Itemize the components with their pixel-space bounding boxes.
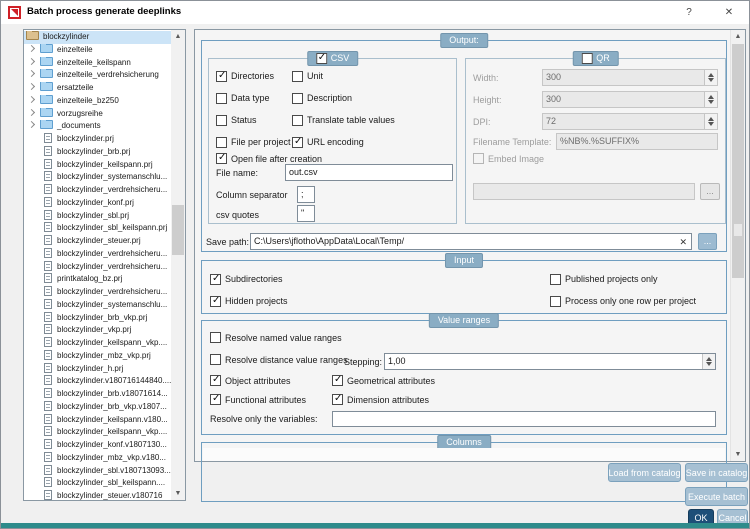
settings-scrollbar[interactable] bbox=[730, 30, 745, 461]
qr-height-label: Height: bbox=[473, 95, 502, 105]
tree-file-label: blockzylinder_brb.v18071614... bbox=[57, 389, 168, 398]
file-icon bbox=[44, 299, 52, 309]
stepping-input[interactable]: 1,00 bbox=[384, 353, 716, 370]
settings-panel bbox=[194, 29, 746, 462]
open-file-after-creation-option[interactable] bbox=[216, 153, 322, 164]
file-icon bbox=[44, 401, 52, 411]
tree-folder-label: ersatzteile bbox=[57, 83, 94, 92]
checkbox-icon[interactable] bbox=[216, 115, 227, 126]
tree-file-label: blockzylinder_brb_vkp.prj bbox=[57, 312, 148, 322]
file-icon bbox=[44, 490, 52, 500]
tree-item-file[interactable] bbox=[24, 299, 171, 312]
tree-folder-label: einzelteile_keilspann bbox=[57, 57, 131, 67]
scroll-down-icon[interactable]: ▼ bbox=[734, 451, 742, 458]
geometrical-attributes-label: Geometrical attributes bbox=[347, 375, 436, 386]
tree-item-file[interactable] bbox=[24, 133, 171, 146]
tree-file-label: blockzylinder_mbz_vkp.v180... bbox=[57, 452, 166, 462]
filename-template-label: Filename Template: bbox=[473, 137, 552, 147]
tree-file-label: blockzylinder_sbl.prj bbox=[57, 210, 130, 220]
qr-image-path-input[interactable] bbox=[473, 183, 695, 200]
checkbox-icon[interactable] bbox=[292, 93, 303, 104]
tree-file-label: blockzylinder_h.prj bbox=[57, 363, 124, 373]
title-bar bbox=[1, 1, 749, 24]
input-option-label: Published projects only bbox=[565, 274, 658, 284]
tree-item-folder[interactable] bbox=[24, 95, 171, 108]
chevron-right-icon[interactable] bbox=[28, 83, 35, 90]
resolve-only-label: Resolve only the variables: bbox=[210, 414, 318, 424]
csv-option[interactable] bbox=[292, 131, 395, 153]
csv-option[interactable] bbox=[292, 65, 395, 87]
column-separator-label: Column separator bbox=[216, 190, 288, 200]
file-icon bbox=[44, 388, 52, 398]
spinner-icon[interactable] bbox=[704, 92, 717, 107]
checkbox-icon[interactable] bbox=[210, 274, 221, 285]
columns-group-title: Columns bbox=[446, 437, 482, 447]
tree-file-label: blockzylinder_steuer.v180716 bbox=[57, 491, 163, 500]
checkbox-icon[interactable] bbox=[292, 71, 303, 82]
csv-group bbox=[208, 53, 457, 224]
tree-item-file[interactable] bbox=[24, 273, 171, 286]
tree-item-file[interactable] bbox=[24, 261, 171, 274]
qr-group-tab bbox=[572, 51, 619, 66]
object-attributes-option[interactable] bbox=[210, 375, 291, 386]
tree-file-label: blockzylinder_brb.prj bbox=[57, 146, 131, 156]
file-icon bbox=[44, 235, 52, 245]
checkbox-icon[interactable] bbox=[332, 375, 343, 386]
input-option[interactable] bbox=[210, 290, 288, 312]
embed-image-option[interactable] bbox=[473, 153, 544, 164]
csv-option[interactable] bbox=[292, 109, 395, 131]
file-name-input[interactable]: out.csv bbox=[285, 164, 453, 181]
folder-icon bbox=[40, 108, 53, 117]
checkbox-icon[interactable] bbox=[210, 375, 221, 386]
ok-button[interactable]: OK bbox=[688, 509, 714, 527]
tree-item-file[interactable] bbox=[24, 452, 171, 465]
csv-group-title: CSV bbox=[330, 53, 350, 63]
project-tree bbox=[24, 31, 171, 501]
tree-item-file[interactable] bbox=[24, 184, 171, 197]
cancel-button[interactable]: Cancel bbox=[717, 509, 748, 527]
csv-checkbox[interactable] bbox=[316, 53, 327, 64]
project-tree-panel bbox=[23, 29, 186, 501]
resolve-named-option[interactable] bbox=[210, 332, 342, 343]
background-app-strip bbox=[1, 523, 749, 528]
tree-folder-label: einzelteile_bz250 bbox=[57, 95, 119, 105]
tree-item-file[interactable] bbox=[24, 312, 171, 325]
tree-file-label: blockzylinder_brb_vkp.v1807... bbox=[57, 401, 167, 411]
file-icon bbox=[44, 465, 52, 475]
resolve-only-input[interactable] bbox=[332, 411, 716, 427]
tree-file-label: blockzylinder_steuer.prj bbox=[57, 236, 141, 245]
checkbox-icon[interactable] bbox=[292, 137, 303, 148]
help-button[interactable]: ? bbox=[686, 7, 692, 18]
input-option[interactable] bbox=[550, 290, 696, 312]
tree-item-file[interactable] bbox=[24, 388, 171, 401]
file-icon bbox=[44, 222, 52, 232]
tree-file-label: blockzylinder_systemanschlu... bbox=[57, 172, 168, 182]
chevron-right-icon[interactable] bbox=[28, 121, 35, 128]
output-group-tab bbox=[440, 33, 488, 48]
qr-group bbox=[465, 53, 726, 224]
spinner-icon[interactable] bbox=[704, 114, 717, 129]
input-group-title: Input bbox=[453, 255, 475, 265]
geometrical-attributes-option[interactable] bbox=[332, 375, 435, 386]
file-icon bbox=[44, 286, 52, 296]
tree-item-file[interactable] bbox=[24, 210, 171, 223]
tree-item-file[interactable] bbox=[24, 235, 171, 248]
tree-file-label: blockzylinder_konf.v1807130... bbox=[57, 440, 167, 449]
file-icon bbox=[44, 210, 52, 220]
file-icon bbox=[44, 184, 52, 194]
tree-file-label: blockzylinder.prj bbox=[57, 134, 114, 143]
value-ranges-group-title: Value ranges bbox=[437, 315, 491, 325]
dimension-attributes-label: Dimension attributes bbox=[347, 394, 430, 405]
file-icon bbox=[44, 159, 52, 169]
checkbox-icon[interactable] bbox=[550, 274, 561, 285]
tree-file-label: blockzylinder_keilspann_vkp.... bbox=[57, 338, 168, 347]
tree-file-label: blockzylinder_verdrehsicheru... bbox=[57, 185, 168, 194]
tree-item-folder[interactable] bbox=[24, 69, 171, 82]
folder-open-icon bbox=[26, 31, 39, 40]
column-separator-input[interactable]: ; bbox=[297, 186, 315, 203]
file-icon bbox=[44, 350, 52, 360]
file-icon bbox=[44, 146, 52, 156]
csv-group-tab bbox=[307, 51, 359, 66]
tree-file-label: blockzylinder.v180716144840.... bbox=[57, 376, 171, 386]
checkbox-icon[interactable] bbox=[332, 394, 343, 405]
scroll-up-icon[interactable]: ▲ bbox=[734, 33, 742, 40]
folder-icon bbox=[40, 69, 53, 78]
tree-item-file[interactable] bbox=[24, 171, 171, 184]
tree-item-file[interactable] bbox=[24, 197, 171, 210]
tree-item-folder[interactable] bbox=[24, 57, 171, 70]
file-icon bbox=[44, 324, 52, 334]
tree-item-root[interactable] bbox=[24, 31, 171, 44]
tree-item-file[interactable] bbox=[24, 375, 171, 388]
input-option[interactable] bbox=[550, 268, 696, 290]
checkbox-icon[interactable] bbox=[216, 153, 227, 164]
tree-scrollbar[interactable] bbox=[171, 30, 185, 500]
checkbox-icon[interactable] bbox=[292, 115, 303, 126]
folder-icon bbox=[40, 82, 53, 91]
checkbox-icon[interactable] bbox=[216, 93, 227, 104]
qr-width-label: Width: bbox=[473, 73, 499, 83]
tree-file-label: blockzylinder_keilspann_vkp.... bbox=[57, 427, 168, 437]
tree-item-file[interactable] bbox=[24, 363, 171, 376]
tree-item-file[interactable] bbox=[24, 490, 171, 501]
tree-item-file[interactable] bbox=[24, 337, 171, 350]
tree-file-label: blockzylinder_verdrehsicheru... bbox=[57, 261, 168, 271]
tree-root-label: blockzylinder bbox=[43, 32, 90, 41]
file-icon bbox=[44, 439, 52, 449]
tree-item-file[interactable] bbox=[24, 159, 171, 172]
folder-icon bbox=[40, 95, 53, 104]
input-option-label: Process only one row per project bbox=[565, 296, 697, 306]
dimension-attributes-option[interactable] bbox=[332, 394, 429, 405]
input-group bbox=[201, 255, 727, 314]
scroll-up-icon[interactable]: ▲ bbox=[174, 33, 182, 40]
tree-item-file[interactable] bbox=[24, 286, 171, 299]
tree-item-file[interactable] bbox=[24, 477, 171, 490]
save-path-input[interactable]: C:\Users\jflotho\AppData\Local\Temp/ ✕ bbox=[250, 233, 692, 250]
csv-quotes-label: csv quotes bbox=[216, 210, 260, 220]
qr-checkbox[interactable] bbox=[581, 53, 592, 64]
tree-scroll-thumb[interactable] bbox=[172, 205, 184, 255]
chevron-right-icon[interactable] bbox=[28, 45, 35, 52]
tree-file-label: blockzylinder_systemanschlu... bbox=[57, 299, 168, 309]
stepping-label: Stepping: bbox=[344, 357, 383, 367]
scroll-down-icon[interactable]: ▼ bbox=[174, 490, 182, 497]
save-in-catalog-button[interactable]: Save in catalog bbox=[685, 463, 748, 482]
checkbox-icon[interactable] bbox=[210, 394, 221, 405]
qr-browse-button[interactable]: ... bbox=[700, 183, 720, 200]
tree-item-folder[interactable] bbox=[24, 120, 171, 133]
save-path-label: Save path: bbox=[206, 237, 250, 247]
open-file-after-creation-label: Open file after creation bbox=[231, 153, 323, 164]
tree-item-file[interactable] bbox=[24, 248, 171, 261]
tree-folder-label: einzelteile_verdrehsicherung bbox=[57, 70, 159, 80]
file-icon bbox=[44, 312, 52, 322]
tree-file-label: blockzylinder_sbl_keilspann.prj bbox=[57, 223, 168, 233]
resolve-distance-label: Resolve distance value ranges bbox=[225, 354, 348, 365]
window-title: Batch process generate deeplinks bbox=[27, 6, 182, 17]
qr-group-title: QR bbox=[596, 53, 610, 63]
checkbox-icon[interactable] bbox=[216, 137, 227, 148]
checkbox-icon[interactable] bbox=[473, 153, 484, 164]
file-icon bbox=[44, 477, 52, 487]
input-option-label: Subdirectories bbox=[225, 274, 283, 284]
value-ranges-group-tab bbox=[429, 313, 499, 328]
csv-option-label: Translate table values bbox=[307, 115, 395, 125]
chevron-right-icon[interactable] bbox=[28, 70, 35, 77]
functional-attributes-option[interactable] bbox=[210, 394, 306, 405]
tree-file-label: blockzylinder_keilspann.prj bbox=[57, 159, 153, 169]
tree-file-label: blockzylinder_konf.prj bbox=[57, 197, 134, 207]
functional-attributes-label: Functional attributes bbox=[225, 394, 307, 405]
resolve-named-label: Resolve named value ranges bbox=[225, 332, 342, 343]
file-icon bbox=[44, 197, 52, 207]
file-name-label: File name: bbox=[216, 168, 259, 178]
filename-template-input[interactable]: %NB%.%SUFFIX% bbox=[556, 133, 718, 150]
object-attributes-label: Object attributes bbox=[225, 375, 291, 386]
close-button[interactable]: ✕ bbox=[724, 7, 734, 18]
tree-folder-label: einzelteile bbox=[57, 44, 93, 54]
file-icon bbox=[44, 414, 52, 424]
checkbox-icon[interactable] bbox=[210, 332, 221, 343]
tree-file-label: printkatalog_bz.prj bbox=[57, 274, 123, 284]
csv-option-label: Directories bbox=[231, 71, 275, 81]
tree-item-file[interactable] bbox=[24, 324, 171, 337]
csv-option[interactable] bbox=[216, 131, 291, 153]
save-path-browse-button[interactable]: ... bbox=[698, 233, 717, 250]
spinner-icon[interactable] bbox=[702, 354, 715, 369]
chevron-right-icon[interactable] bbox=[28, 96, 35, 103]
tree-item-folder[interactable] bbox=[24, 82, 171, 95]
csv-option-label: File per project bbox=[231, 137, 291, 147]
tree-item-folder[interactable] bbox=[24, 108, 171, 121]
spinner-icon[interactable] bbox=[704, 70, 717, 85]
csv-option[interactable] bbox=[216, 87, 291, 109]
input-option[interactable] bbox=[210, 268, 288, 290]
tree-file-label: blockzylinder_mbz_vkp.prj bbox=[57, 350, 151, 360]
folder-icon bbox=[40, 44, 53, 53]
checkbox-icon[interactable] bbox=[210, 354, 221, 365]
embed-image-label: Embed Image bbox=[488, 153, 545, 164]
settings-scroll-thumb[interactable] bbox=[732, 44, 744, 278]
checkbox-icon[interactable] bbox=[216, 71, 227, 82]
tree-file-label: blockzylinder_vkp.prj bbox=[57, 325, 132, 335]
output-group bbox=[201, 35, 727, 252]
chevron-right-icon[interactable] bbox=[28, 57, 35, 64]
tree-item-file[interactable] bbox=[24, 465, 171, 478]
tree-item-file[interactable] bbox=[24, 146, 171, 159]
folder-icon bbox=[40, 57, 53, 66]
checkbox-icon[interactable] bbox=[550, 296, 561, 307]
qr-width-input[interactable]: 300 bbox=[542, 69, 718, 86]
tree-file-label: blockzylinder_sbl_keilspann.... bbox=[57, 478, 166, 488]
tree-file-label: blockzylinder_keilspann.v180... bbox=[57, 414, 168, 424]
checkbox-icon[interactable] bbox=[210, 296, 221, 307]
csv-option-label: URL encoding bbox=[307, 137, 364, 147]
csv-option-label: Data type bbox=[231, 93, 270, 103]
file-icon bbox=[44, 337, 52, 347]
clear-path-icon[interactable]: ✕ bbox=[679, 237, 687, 247]
file-icon bbox=[44, 261, 52, 271]
tree-item-folder[interactable] bbox=[24, 44, 171, 57]
file-icon bbox=[44, 273, 52, 283]
resolve-distance-option[interactable] bbox=[210, 354, 348, 365]
output-group-title: Output: bbox=[449, 35, 479, 45]
csv-option-label: Description bbox=[307, 93, 353, 103]
tree-file-label: blockzylinder_verdrehsicheru... bbox=[57, 248, 168, 258]
csv-option[interactable] bbox=[216, 65, 291, 87]
tree-item-file[interactable] bbox=[24, 401, 171, 414]
tree-item-file[interactable] bbox=[24, 414, 171, 427]
qr-dpi-input[interactable]: 72 bbox=[542, 113, 718, 130]
load-from-catalog-button[interactable]: Load from catalog bbox=[608, 463, 681, 482]
file-icon bbox=[44, 426, 52, 436]
csv-quotes-input[interactable]: " bbox=[297, 205, 315, 222]
tree-folder-label: _documents bbox=[57, 121, 101, 131]
columns-body bbox=[203, 448, 725, 461]
qr-height-input[interactable]: 300 bbox=[542, 91, 718, 108]
tree-item-file[interactable] bbox=[24, 426, 171, 439]
file-icon bbox=[44, 375, 52, 385]
tree-item-file[interactable] bbox=[24, 222, 171, 235]
execute-batch-button[interactable]: Execute batch bbox=[685, 487, 748, 506]
app-logo-icon bbox=[8, 6, 21, 19]
tree-item-file[interactable] bbox=[24, 439, 171, 452]
file-icon bbox=[44, 133, 52, 143]
file-icon bbox=[44, 248, 52, 258]
csv-option-label: Status bbox=[231, 115, 257, 125]
input-option-label: Hidden projects bbox=[225, 296, 288, 306]
tree-file-label: blockzylinder_verdrehsicheru... bbox=[57, 287, 168, 296]
tree-file-label: blockzylinder_sbl.v180713093... bbox=[57, 465, 171, 475]
file-icon bbox=[44, 363, 52, 373]
csv-option[interactable] bbox=[216, 109, 291, 131]
qr-dpi-label: DPI: bbox=[473, 117, 491, 127]
csv-option[interactable] bbox=[292, 87, 395, 109]
folder-icon bbox=[40, 120, 53, 129]
input-group-tab bbox=[445, 253, 483, 268]
file-icon bbox=[44, 452, 52, 462]
value-ranges-group bbox=[201, 315, 727, 435]
file-icon bbox=[44, 171, 52, 181]
csv-option-label: Unit bbox=[307, 71, 324, 81]
tree-folder-label: vorzugsreihe bbox=[57, 108, 103, 118]
tree-item-file[interactable] bbox=[24, 350, 171, 363]
chevron-right-icon[interactable] bbox=[28, 108, 35, 115]
